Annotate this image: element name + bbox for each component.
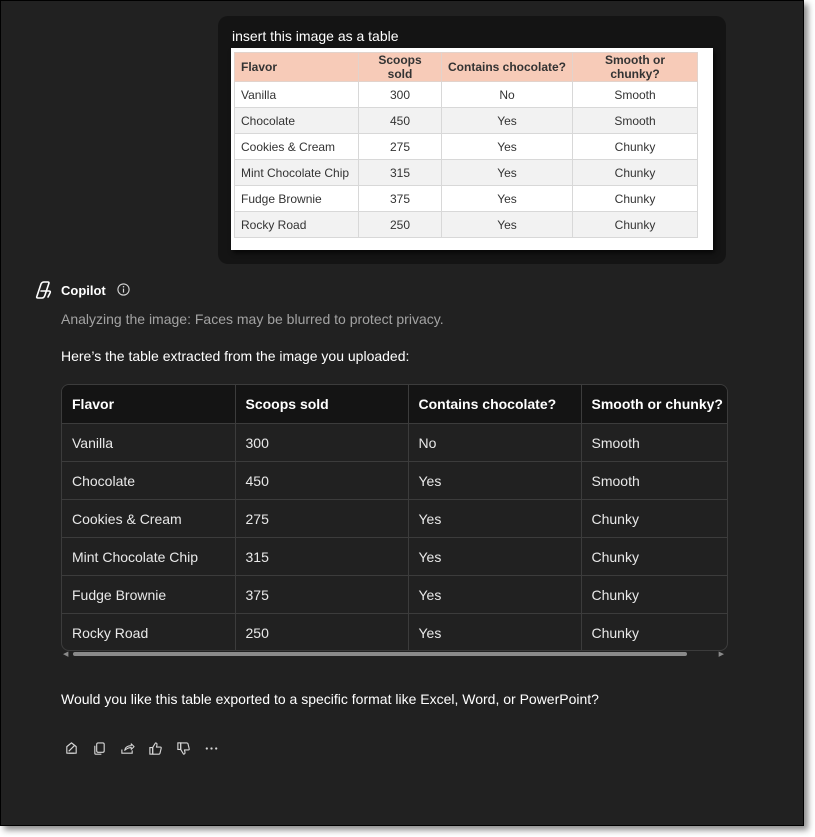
- image-table-cell: No: [442, 82, 573, 108]
- scroll-left-arrow-icon[interactable]: ◀: [63, 651, 69, 658]
- table-cell: Chocolate: [62, 462, 235, 500]
- image-table-cell: Chunky: [573, 160, 698, 186]
- thumbs-down-icon: [176, 741, 191, 756]
- more-button[interactable]: [202, 739, 220, 757]
- table-row: [62, 424, 728, 462]
- table-row: [62, 500, 728, 538]
- table-cell: Yes: [408, 614, 581, 652]
- table-header: Flavor: [62, 385, 235, 424]
- copy-button[interactable]: [90, 739, 108, 757]
- table-cell: 450: [235, 462, 408, 500]
- message-actions: [62, 739, 220, 757]
- image-table-row: [235, 212, 698, 238]
- image-table-cell: Chocolate: [235, 108, 359, 134]
- table-cell: Yes: [408, 462, 581, 500]
- table-cell: 315: [235, 538, 408, 576]
- image-table-cell: Yes: [442, 160, 573, 186]
- table-cell: Chunky: [581, 576, 728, 614]
- table-cell: Rocky Road: [62, 614, 235, 652]
- image-table-cell: 250: [359, 212, 442, 238]
- user-message-text: insert this image as a table: [232, 28, 399, 44]
- table-row: [62, 538, 728, 576]
- thumbs-down-button[interactable]: [174, 739, 192, 757]
- image-table-cell: Rocky Road: [235, 212, 359, 238]
- info-icon[interactable]: [117, 283, 130, 296]
- table-cell: 275: [235, 500, 408, 538]
- thumbs-up-button[interactable]: [146, 739, 164, 757]
- image-table-cell: Cookies & Cream: [235, 134, 359, 160]
- table-cell: 300: [235, 424, 408, 462]
- followup-question: Would you like this table exported to a specific format like Excel, Word, or PowerPoint?: [61, 691, 599, 707]
- image-table-cell: Smooth: [573, 108, 698, 134]
- table-cell: Chunky: [581, 538, 728, 576]
- scrollbar-thumb[interactable]: [73, 652, 687, 656]
- image-table-cell: 315: [359, 160, 442, 186]
- image-table-header-row: [235, 53, 698, 82]
- image-table-row: [235, 134, 698, 160]
- copy-icon: [92, 741, 107, 756]
- table-cell: Yes: [408, 576, 581, 614]
- table-cell: Vanilla: [62, 424, 235, 462]
- table-cell: Yes: [408, 500, 581, 538]
- image-table-cell: Yes: [442, 186, 573, 212]
- response-table-container: [61, 384, 728, 651]
- image-table-header: Contains chocolate?: [442, 53, 573, 82]
- image-table-row: [235, 160, 698, 186]
- image-table-cell: Yes: [442, 212, 573, 238]
- table-cell: Smooth: [581, 424, 728, 462]
- image-table-cell: Yes: [442, 108, 573, 134]
- image-table-header: Scoops sold: [359, 53, 442, 82]
- image-table-cell: Smooth: [573, 82, 698, 108]
- table-cell: 375: [235, 576, 408, 614]
- image-table-cell: 450: [359, 108, 442, 134]
- table-header-row: [62, 385, 728, 424]
- share-button[interactable]: [118, 739, 136, 757]
- table-row: [62, 576, 728, 614]
- image-table-cell: Chunky: [573, 134, 698, 160]
- image-table-cell: Fudge Brownie: [235, 186, 359, 212]
- image-table: [234, 52, 698, 238]
- table-header: Contains chocolate?: [408, 385, 581, 424]
- table-row: [62, 614, 728, 652]
- more-icon: [204, 741, 219, 756]
- copilot-logo-icon: [33, 280, 53, 300]
- horizontal-scrollbar[interactable]: [61, 650, 726, 658]
- scroll-right-arrow-icon[interactable]: ▶: [718, 651, 724, 658]
- table-header: Scoops sold: [235, 385, 408, 424]
- image-table-cell: Chunky: [573, 212, 698, 238]
- response-table: [62, 385, 728, 651]
- table-cell: No: [408, 424, 581, 462]
- response-intro: Here’s the table extracted from the image you uploaded:: [61, 348, 410, 364]
- image-table-cell: 275: [359, 134, 442, 160]
- table-cell: Fudge Brownie: [62, 576, 235, 614]
- table-cell: Cookies & Cream: [62, 500, 235, 538]
- edit-in-pages-button[interactable]: [62, 739, 80, 757]
- table-cell: Mint Chocolate Chip: [62, 538, 235, 576]
- image-table-row: [235, 82, 698, 108]
- image-table-header: Smooth or chunky?: [573, 53, 698, 82]
- table-row: [62, 462, 728, 500]
- analyzing-status: Analyzing the image: Faces may be blurred to protect privacy.: [61, 311, 444, 327]
- table-cell: Chunky: [581, 614, 728, 652]
- image-table-cell: Yes: [442, 134, 573, 160]
- assistant-name: Copilot: [61, 283, 106, 298]
- image-table-cell: Chunky: [573, 186, 698, 212]
- table-cell: Yes: [408, 538, 581, 576]
- table-header: Smooth or chunky?: [581, 385, 728, 424]
- image-table-header: Flavor: [235, 53, 359, 82]
- table-cell: Chunky: [581, 500, 728, 538]
- share-icon: [120, 741, 135, 756]
- user-message-bubble: [218, 16, 726, 264]
- edit-in-pages-icon: [64, 741, 79, 756]
- attached-image[interactable]: [231, 48, 713, 250]
- image-table-cell: 375: [359, 186, 442, 212]
- image-table-row: [235, 186, 698, 212]
- image-table-cell: Mint Chocolate Chip: [235, 160, 359, 186]
- table-cell: Smooth: [581, 462, 728, 500]
- image-table-cell: Vanilla: [235, 82, 359, 108]
- image-table-row: [235, 108, 698, 134]
- image-table-cell: 300: [359, 82, 442, 108]
- thumbs-up-icon: [148, 741, 163, 756]
- table-cell: 250: [235, 614, 408, 652]
